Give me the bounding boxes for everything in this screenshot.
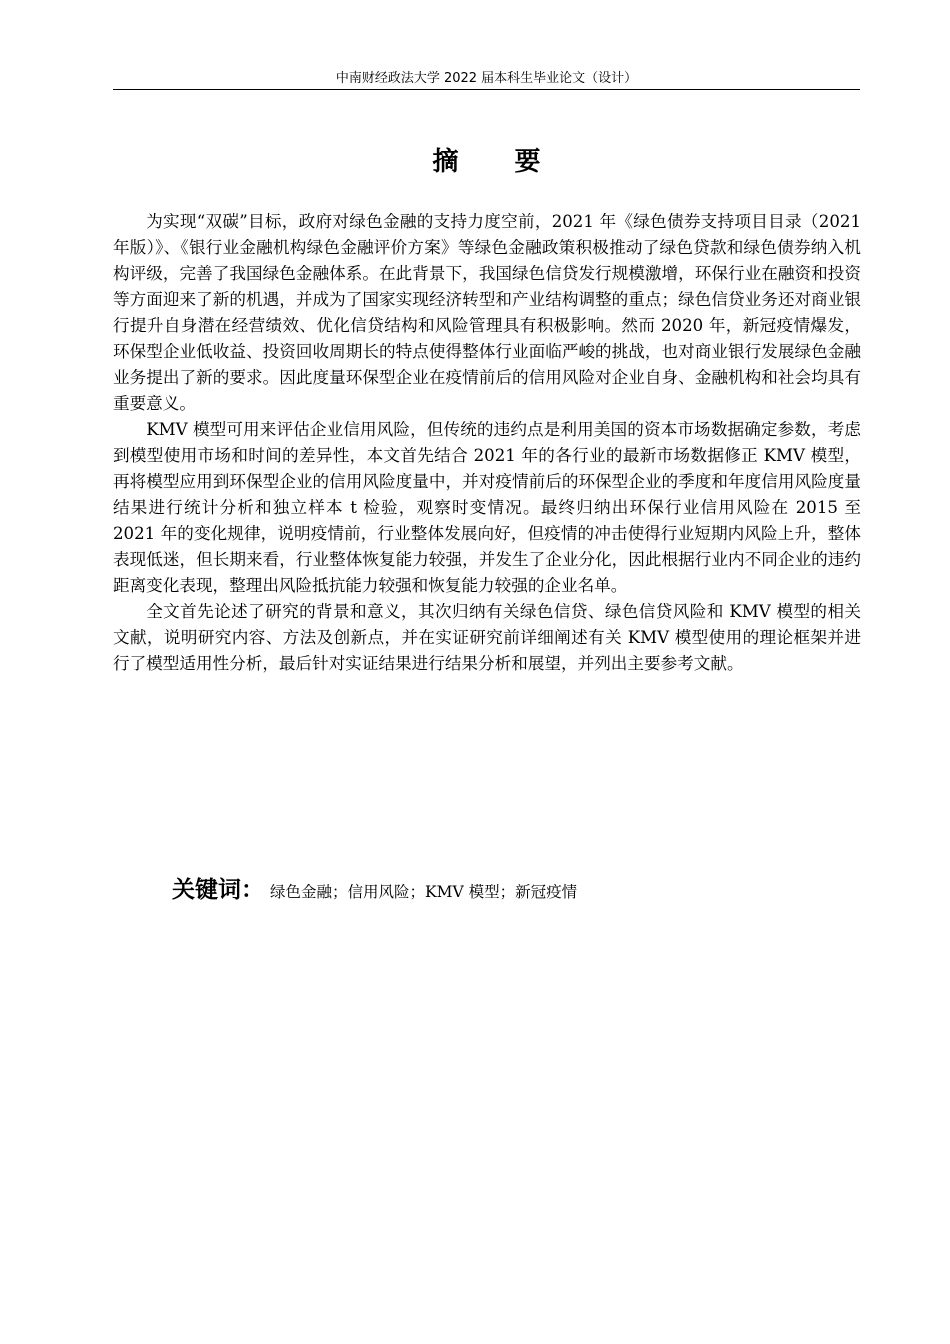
header-rule	[113, 89, 860, 90]
abstract-title	[113, 142, 860, 182]
keywords-line	[172, 874, 852, 908]
abstract-paragraph-2: KMV 模型可用来评估企业信用风险，但传统的违约点是利用美国的资本市场数据确定参数，考虑到模型使用市场和时间的差异性，本文首先结合 2021 年的各行业的最新市场数据修正 KMV 模型，再将模型应用到环保型企业的信用风险度量中，并对疫情前后的环保型企业的季度和年度信用风险度量结果进行统计分析和独立样本 t 检验，观察时变情况。最终归纳出环保行业信用风险在 2015 至 2021 年的变化规律，说明疫情前，行业整体发展向好，但疫情的冲击使得行业短期内风险上升，整体表现低迷，但长期来看，行业整体恢复能力较强，并发生了企业分化，因此根据行业内不同企业的违约距离变化表现，整理出风险抵抗能力较强和恢复能力较强的企业名单。	[113, 420, 861, 595]
keywords-label: 关键词：	[172, 877, 264, 903]
abstract-title-char-2: 要	[514, 147, 541, 177]
abstract-title-char-1: 摘	[432, 147, 459, 177]
running-header: 中南财经政法大学 2022 届本科生毕业论文（设计）	[335, 71, 638, 86]
abstract-paragraph-3: 全文首先论述了研究的背景和意义，其次归纳有关绿色信贷、绿色信贷风险和 KMV 模型的相关文献，说明研究内容、方法及创新点，并在实证研究前详细阐述有关 KMV 模型使用的理论框架并进行了模型适用性分析，最后针对实证结果进行结果分析和展望，并列出主要参考文献。	[113, 602, 861, 673]
abstract-body	[113, 209, 861, 677]
abstract-paragraph-1: 为实现“双碳”目标，政府对绿色金融的支持力度空前，2021 年《绿色债券支持项目目录（2021 年版）》、《银行业金融机构绿色金融评价方案》等绿色金融政策积极推动了绿色贷款和绿色债券纳入机构评级，完善了我国绿色金融体系。在此背景下，我国绿色信贷发行规模激增，环保行业在融资和投资等方面迎来了新的机遇，并成为了国家实现经济转型和产业结构调整的重点；绿色信贷业务还对商业银行提升自身潜在经营绩效、优化信贷结构和风险管理具有积极影响。然而 2020 年，新冠疫情爆发，环保型企业低收益、投资回收周期长的特点使得整体行业面临严峻的挑战，也对商业银行发展绿色金融业务提出了新的要求。因此度量环保型企业在疫情前后的信用风险对企业自身、金融机构和社会均具有重要意义。	[113, 212, 861, 413]
keywords-list: 绿色金融；信用风险；KMV 模型；新冠疫情	[270, 883, 578, 901]
